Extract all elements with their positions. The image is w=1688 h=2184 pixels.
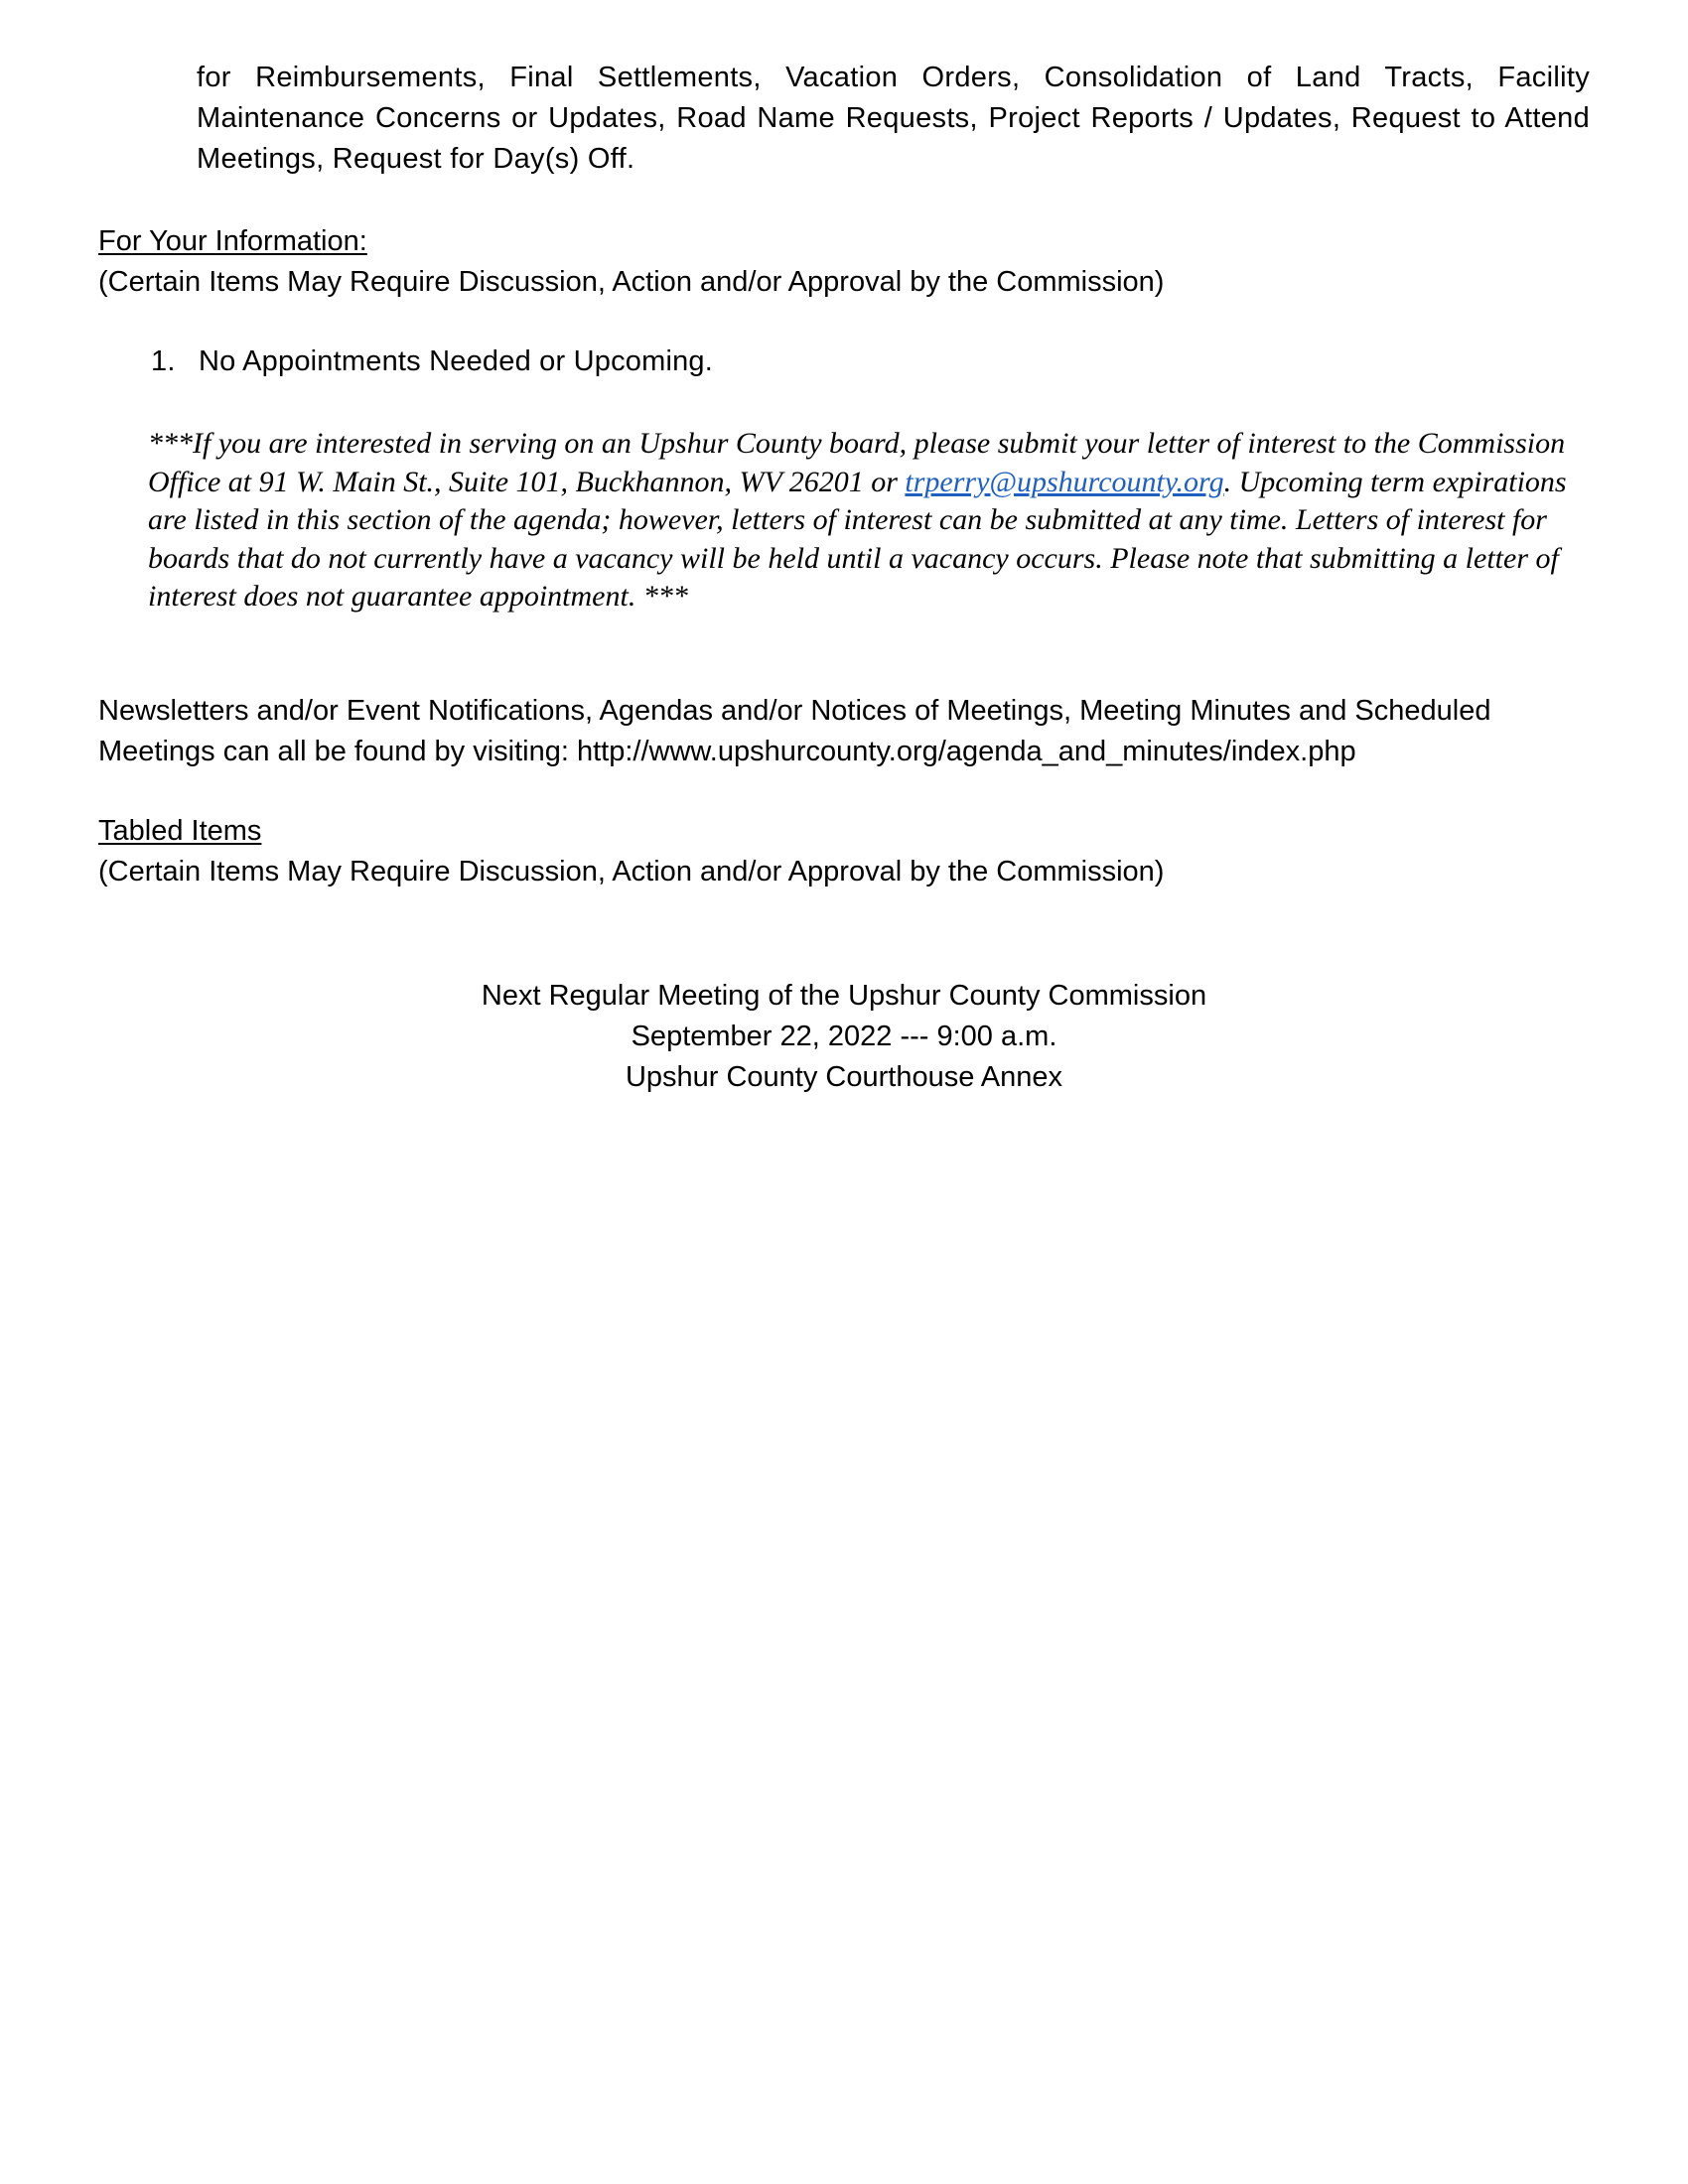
next-meeting-title: Next Regular Meeting of the Upshur County Commission [481,980,1207,1012]
tabled-subheading: (Certain Items May Require Discussion, Action and/or Approval by the Commission) [98,856,1165,887]
next-meeting-info [0,976,1688,1098]
fyi-subheading: (Certain Items May Require Discussion, Action and/or Approval by the Commission) [98,266,1165,298]
next-meeting-date: September 22, 2022 --- 9:00 a.m. [631,1021,1057,1052]
notice-text-before-link: ***If you are interested in serving on an Upshur County board, please submit your letter of interest to the Commission Office at 91 W. Main St., Suite 101, Buckhannon, WV 26201 or [148,427,1566,498]
fyi-section [98,221,1590,303]
tabled-section [98,811,1590,892]
fyi-heading: For Your Information: [98,225,367,257]
newsletters-line-1: Newsletters and/or Event Notifications, Agendas and/or Notices of Meetings, Meeting Minutes and Scheduled [98,695,1491,727]
continuation-paragraph: for Reimbursements, Final Settlements, Vacation Orders, Consolidation of Land Tracts, Facility Maintenance Concerns or Updates, Road Name Requests, Project Reports / Updates, Request to Attend Meetings, Request for Day(s) Off. [197,62,1590,175]
list-item [151,341,713,382]
tabled-heading: Tabled Items [98,815,262,847]
email-link[interactable]: trperry@upshurcounty.org [905,465,1224,498]
newsletters-line-2: Meetings can all be found by visiting: http://www.upshurcounty.org/agenda_and_minutes/index.php [98,736,1356,767]
list-item-number: 1. [151,345,176,377]
next-meeting-location: Upshur County Courthouse Annex [625,1061,1063,1093]
board-interest-notice [148,425,1588,616]
newsletters-paragraph [98,691,1647,772]
list-item-text: No Appointments Needed or Upcoming. [199,345,714,377]
notice-text-after-link: . Upcoming term expirations are listed in this section of the agenda; however, letters of interest can be submitted at any time. Letters of interest for boards that do not currently have a vacancy will be held until a vacancy occurs. Please note that submitting a letter of interest does not guarantee appointment. *** [148,465,1567,613]
